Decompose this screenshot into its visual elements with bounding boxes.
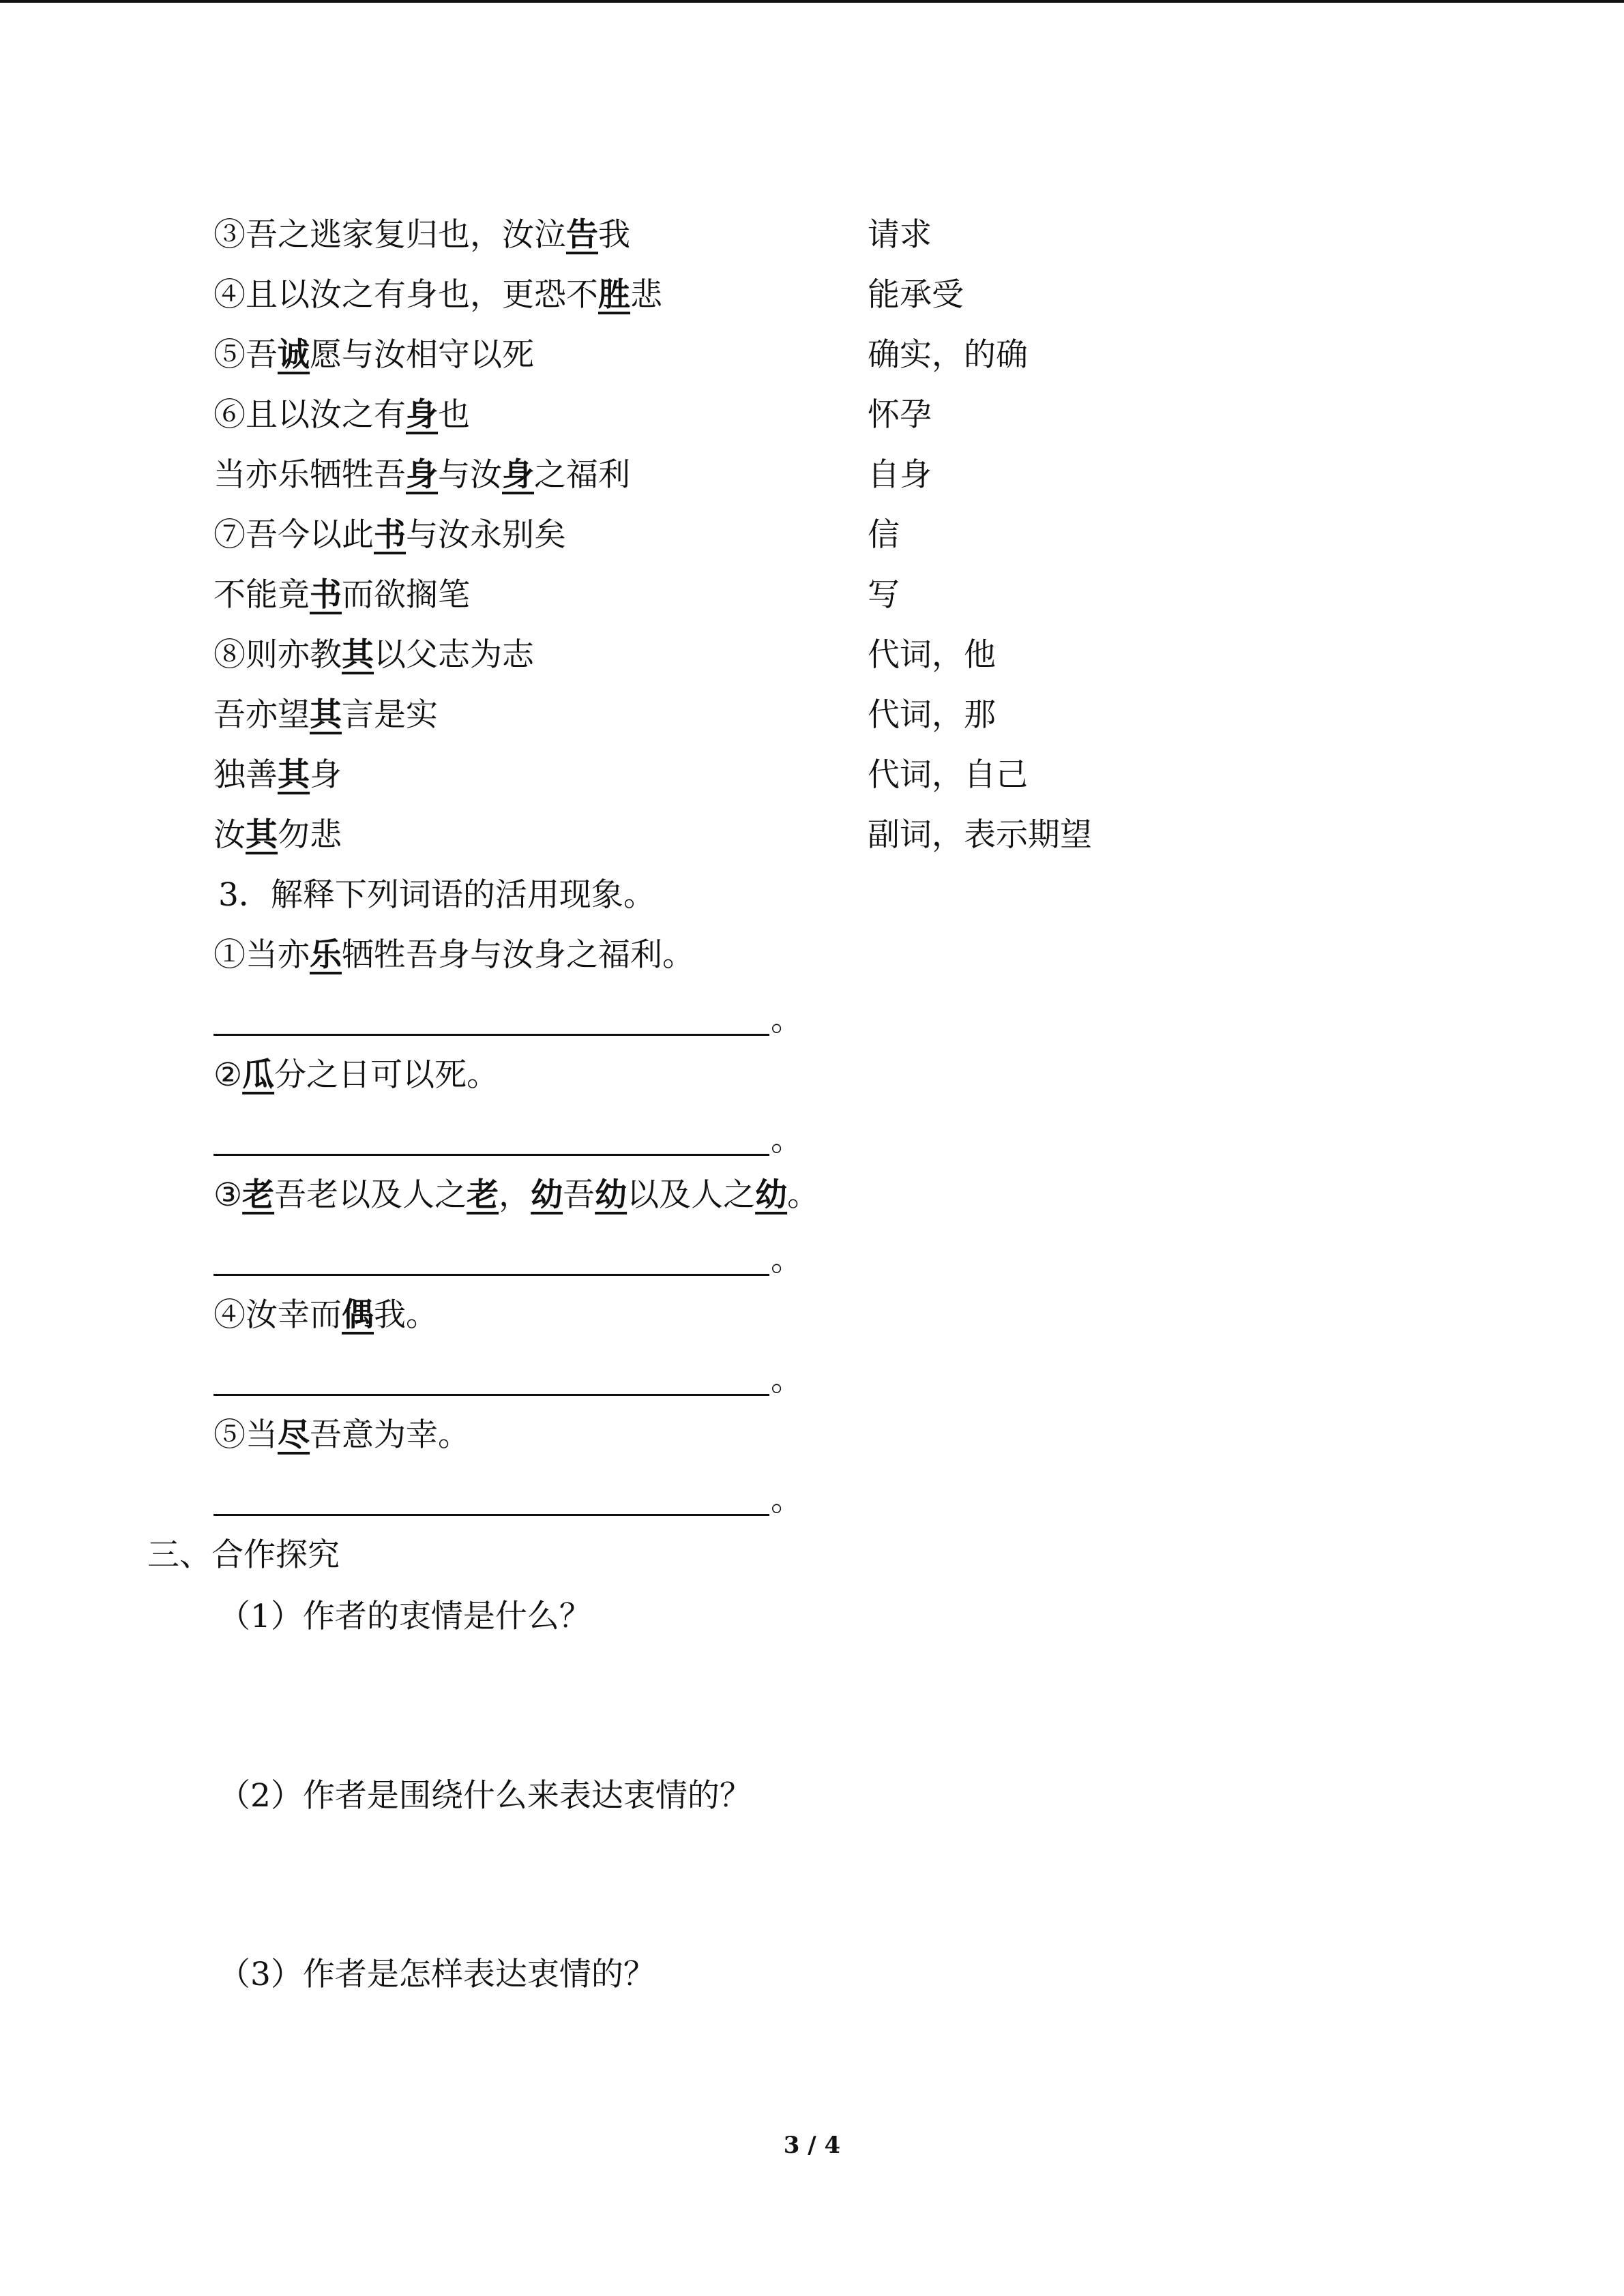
answer-blank-5-end: 。 xyxy=(771,1481,803,1519)
discussion-question-1: （1）作者的衷情是什么？ xyxy=(218,1598,591,1635)
vocab-row-1-meaning: 请求 xyxy=(868,216,932,254)
vocab-row-10-sentence: 独善其身 xyxy=(213,756,342,794)
vocab-row-8-meaning: 代词，他 xyxy=(868,636,996,674)
answer-blank-2[interactable] xyxy=(213,1154,769,1156)
vocab-row-4-sentence: ⑥且以汝之有身也 xyxy=(213,396,470,434)
discussion-question-2: （2）作者是围绕什么来表达衷情的？ xyxy=(218,1777,752,1815)
answer-blank-2-end: 。 xyxy=(771,1121,803,1159)
answer-blank-3[interactable] xyxy=(213,1274,769,1276)
q3-title: 3．解释下列词语的活用现象。 xyxy=(218,876,655,914)
q3-item-5: ⑤当尽吾意为幸。 xyxy=(213,1416,470,1454)
answer-blank-5[interactable] xyxy=(213,1514,769,1516)
answer-blank-1[interactable] xyxy=(213,1034,769,1036)
vocab-row-5-meaning: 自身 xyxy=(868,456,932,494)
q3-item-1: ①当亦乐牺牲吾身与汝身之福利。 xyxy=(213,936,694,974)
q3-item-2: ②瓜分之日可以死。 xyxy=(213,1056,499,1094)
vocab-row-9-sentence: 吾亦望其言是实 xyxy=(213,696,438,734)
q3-item-4: ④汝幸而偶我。 xyxy=(213,1296,438,1334)
vocab-row-1-sentence: ③吾之逃家复归也，汝泣告我 xyxy=(213,216,630,254)
vocab-row-7-sentence: 不能竟书而欲搁笔 xyxy=(213,576,470,614)
page-number: 3 / 4 xyxy=(783,2132,841,2159)
answer-blank-4-end: 。 xyxy=(771,1361,803,1399)
vocab-row-6-sentence: ⑦吾今以此书与汝永别矣 xyxy=(213,516,566,554)
q3-item-3: ③老吾老以及人之老，幼吾幼以及人之幼。 xyxy=(213,1176,820,1214)
top-border xyxy=(0,0,1624,3)
vocab-row-3-meaning: 确实，的确 xyxy=(868,336,1028,374)
answer-blank-1-end: 。 xyxy=(771,1001,803,1039)
vocab-row-5-sentence: 当亦乐牺牲吾身与汝身之福利 xyxy=(213,456,630,494)
vocab-row-11-meaning: 副词，表示期望 xyxy=(868,816,1092,854)
vocab-row-3-sentence: ⑤吾诚愿与汝相守以死 xyxy=(213,336,534,374)
vocab-row-4-meaning: 怀孕 xyxy=(868,396,932,434)
vocab-row-9-meaning: 代词，那 xyxy=(868,696,996,734)
answer-blank-3-end: 。 xyxy=(771,1241,803,1279)
vocab-row-2-meaning: 能承受 xyxy=(868,276,964,314)
vocab-row-8-sentence: ⑧则亦教其以父志为志 xyxy=(213,636,534,674)
vocab-row-7-meaning: 写 xyxy=(868,576,900,614)
discussion-question-3: （3）作者是怎样表达衷情的？ xyxy=(218,1956,655,1993)
section-heading: 三、合作探究 xyxy=(147,1536,340,1574)
vocab-row-10-meaning: 代词，自己 xyxy=(868,756,1028,794)
vocab-row-2-sentence: ④且以汝之有身也，更恐不胜悲 xyxy=(213,276,662,314)
vocab-row-11-sentence: 汝其勿悲 xyxy=(213,816,342,854)
answer-blank-4[interactable] xyxy=(213,1394,769,1396)
vocab-row-6-meaning: 信 xyxy=(868,516,900,554)
